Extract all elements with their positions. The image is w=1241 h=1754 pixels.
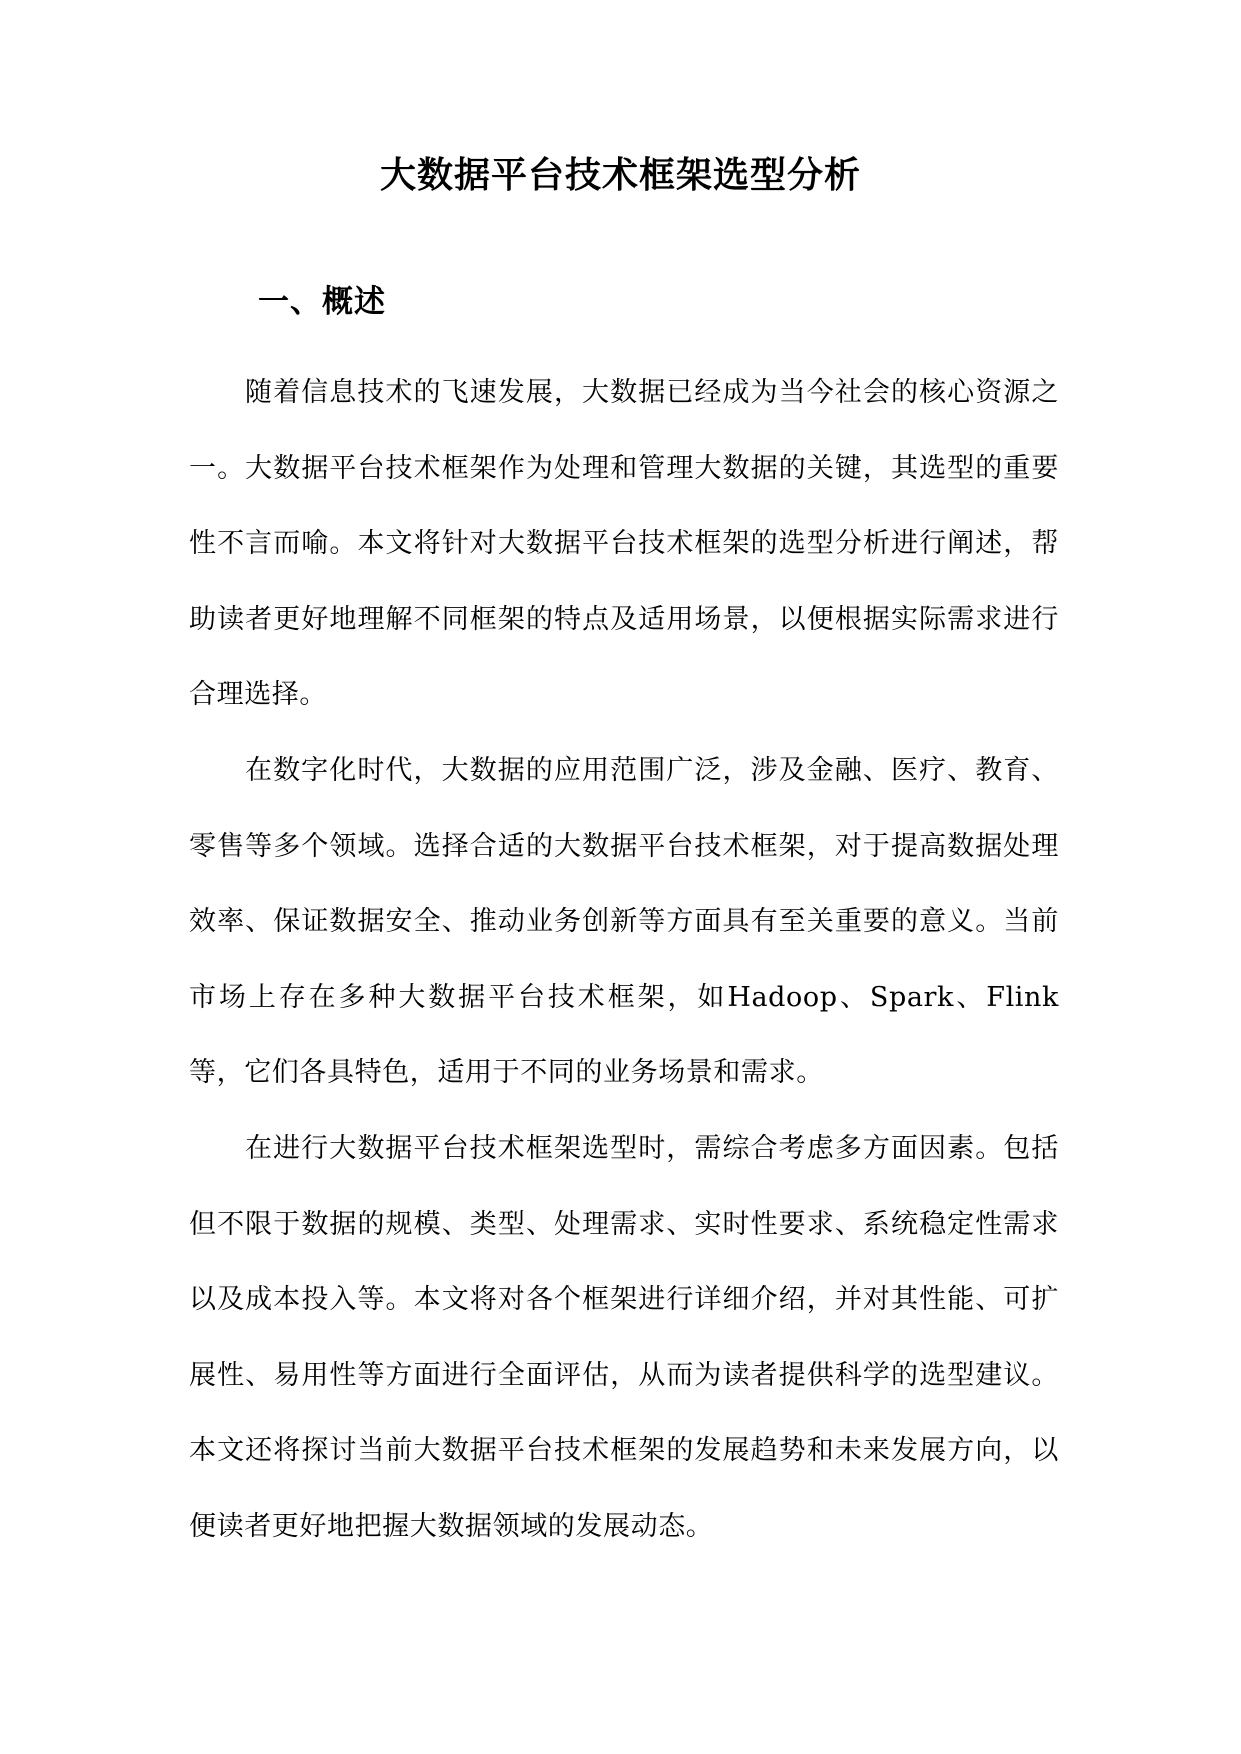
body-paragraph: 在进行大数据平台技术框架选型时，需综合考虑多方面因素。包括但不限于数据的规模、类型、处理需求、实时性要求、系统稳定性需求以及成本投入等。本文将对各个框架进行详细介绍，并对其性能、可扩展性、易用性等方面进行全面评估，从而为读者提供科学的选型建议。本文还将探讨当前大数据平台技术框架的发展趋势和未来发展方向，以便读者更好地把握大数据领域的发展动态。 — [189, 1133, 1059, 1542]
document-title: 大数据平台技术框架选型分析 — [379, 155, 861, 196]
section-heading-overview: 一、概述 — [258, 284, 386, 320]
body-paragraph: 在数字化时代，大数据的应用范围广泛，涉及金融、医疗、教育、零售等多个领域。选择合适的大数据平台技术框架，对于提高数据处理效率、保证数据安全、推动业务创新等方面具有至关重要的意义。当前市场上存在多种大数据平台技术框架，如Hadoop、Spark、Flink等，它们各具特色，适用于不同的业务场景和需求。 — [189, 755, 1059, 1088]
body-paragraph: 随着信息技术的飞速发展，大数据已经成为当今社会的核心资源之一。大数据平台技术框架作为处理和管理大数据的关键，其选型的重要性不言而喻。本文将针对大数据平台技术框架的选型分析进行阐述，帮助读者更好地理解不同框架的特点及适用场景，以便根据实际需求进行合理选择。 — [189, 377, 1059, 710]
